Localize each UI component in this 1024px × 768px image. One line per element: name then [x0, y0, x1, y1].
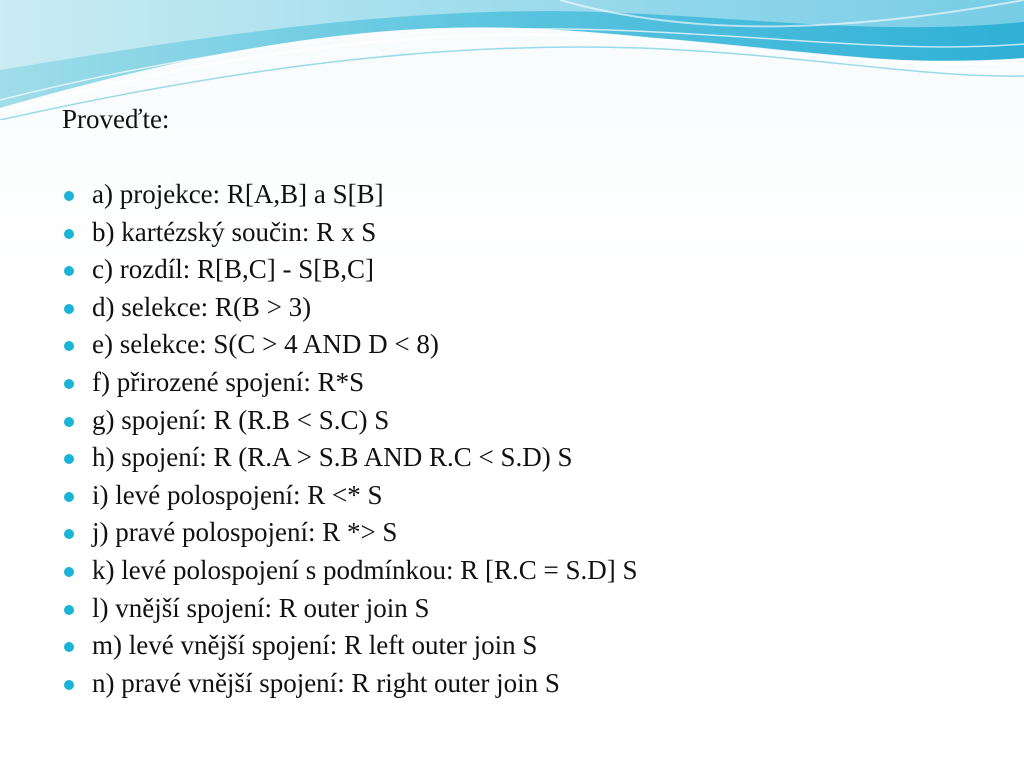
- list-item-text: b) kartézský součin: R x S: [92, 216, 377, 247]
- bullet-dot-icon: [64, 266, 74, 276]
- list-item-text: j) pravé polospojení: R *> S: [92, 517, 398, 548]
- list-item-text: n) pravé vnější spojení: R right outer join S: [92, 667, 560, 698]
- list-item: [62, 289, 1002, 327]
- list-item-text: i) levé polospojení: R <* S: [92, 479, 383, 510]
- bullet-dot-icon: [64, 605, 74, 615]
- list-item-text: l) vnější spojení: R outer join S: [92, 592, 430, 623]
- list-item-text: h) spojení: R (R.A > S.B AND R.C < S.D) S: [92, 442, 573, 473]
- list-item: [62, 214, 1002, 252]
- list-item-text: e) selekce: S(C > 4 AND D < 8): [92, 329, 439, 360]
- list-item-text: k) levé polospojení s podmínkou: R [R.C = S.D] S: [92, 554, 638, 585]
- list-item-text: d) selekce: R(B > 3): [92, 291, 312, 322]
- bullet-dot-icon: [64, 492, 74, 502]
- bullet-dot-icon: [64, 304, 74, 314]
- task-list: [62, 176, 1002, 702]
- list-item: [62, 364, 1002, 402]
- list-item: [62, 514, 1002, 552]
- bullet-dot-icon: [64, 529, 74, 539]
- list-item-text: f) přirozené spojení: R*S: [92, 366, 365, 397]
- bullet-dot-icon: [64, 454, 74, 464]
- list-item: [62, 552, 1002, 590]
- list-item: [62, 627, 1002, 665]
- list-item-text: a) projekce: R[A,B] a S[B]: [92, 179, 384, 209]
- bullet-dot-icon: [64, 642, 74, 652]
- bullet-dot-icon: [64, 191, 74, 201]
- list-item: [62, 402, 1002, 440]
- list-item-text: m) levé vnější spojení: R left outer join S: [92, 630, 538, 661]
- list-item-text: g) spojení: R (R.B < S.C) S: [92, 404, 390, 435]
- bullet-dot-icon: [64, 680, 74, 690]
- list-item: [62, 251, 1002, 289]
- list-item: [62, 176, 1002, 214]
- bullet-dot-icon: [64, 417, 74, 427]
- list-item: [62, 439, 1002, 477]
- list-item: [62, 326, 1002, 364]
- list-item: [62, 477, 1002, 515]
- list-item-text: c) rozdíl: R[B,C] - S[B,C]: [92, 254, 374, 285]
- bullet-dot-icon: [64, 341, 74, 351]
- list-item: [62, 590, 1002, 628]
- list-item: [62, 665, 1002, 703]
- slide-content: [62, 100, 1002, 702]
- intro-text: Proveďte:: [62, 104, 170, 134]
- bullet-dot-icon: [64, 567, 74, 577]
- bullet-dot-icon: [64, 379, 74, 389]
- bullet-dot-icon: [64, 229, 74, 239]
